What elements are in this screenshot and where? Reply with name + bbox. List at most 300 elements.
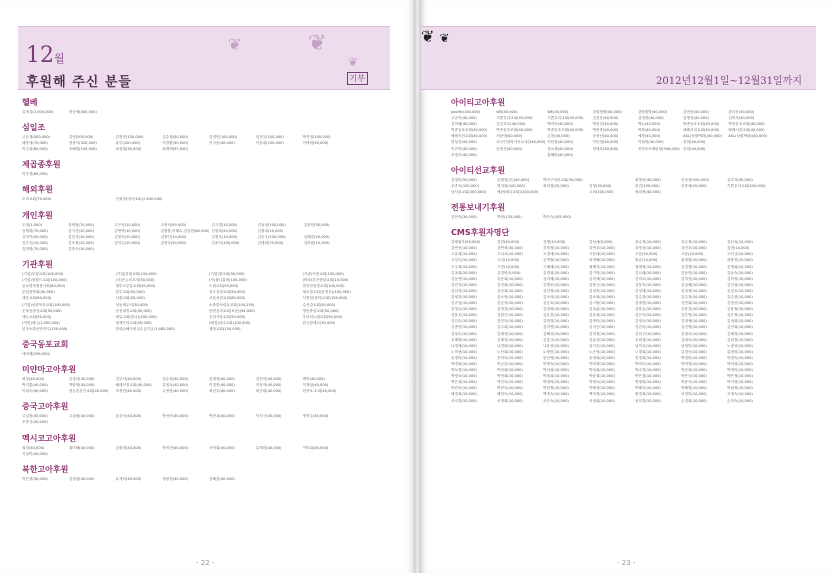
donor-entry: 정태호(40,000) [592, 146, 619, 151]
section-title: 심일조 [22, 123, 46, 133]
donor-entry [728, 152, 771, 158]
donor-entry: 김수철(40,000) [162, 377, 189, 382]
donor-entry: 고문(10,000) [681, 252, 704, 257]
donor-entry [209, 419, 254, 425]
donor-entry: 김창민(50,000) [303, 222, 330, 227]
month-label: 12월 [26, 43, 65, 68]
donor-entry: 박현종(40,000) [592, 128, 619, 133]
donor-entry: 본월업(부)(40,000) [497, 177, 530, 182]
butterfly-icon: ❦ [439, 31, 450, 45]
section-title: 아이티선교후원 [451, 165, 506, 175]
donor-entry: 최영선(40,000) [635, 177, 661, 182]
donor-entry: 박선진(40,000) [592, 122, 619, 127]
donor-entry [162, 451, 207, 457]
donor-entry: 우리의노래교회(50,000) [302, 314, 343, 319]
donor-entry: ASL(성원백화)(40,000) [683, 134, 722, 139]
donor-entry: 김종민(10,000) [451, 325, 477, 330]
donor-entry: 김옥분(10,000) [589, 307, 615, 312]
donor-entry: 김재경(10,000) [543, 319, 569, 324]
donor-entry: 조정우(40,000) [451, 152, 477, 157]
donor-entry: 이희숙(40,000) [22, 389, 48, 394]
donor-entry: 애버렌(256,000) [22, 351, 51, 356]
donor-entry [303, 419, 348, 425]
donor-entry: 손현(40,000) [547, 134, 570, 139]
donor-grid [22, 109, 394, 115]
donor-entry: 김동숙(10,000) [727, 270, 753, 275]
donor-entry: 노은영(10,000) [589, 349, 615, 354]
donor-entry: 이재혁(40,000) [637, 140, 664, 145]
donor-entry: 김성민(10,000) [589, 288, 615, 293]
donor-entry: 박종숙(10,000) [681, 380, 707, 385]
donor-entry: 기쁜우리교회(40,000) [547, 116, 584, 121]
donor-entry: 문부교회(50,000) [115, 290, 145, 295]
donor-entry: 박상희(10,000) [497, 368, 523, 373]
donor-entry: 강수정(10,000) [635, 240, 661, 245]
donor-entry: 서현한(장학)교회(100,000) [302, 296, 348, 301]
section-title: 북한고아후원 [22, 464, 69, 474]
donor-entry: 박정(40,000) [637, 128, 661, 133]
donor-entry: 김선영(10,000) [543, 288, 569, 293]
donor-entry: 정공세(400,000) [68, 110, 97, 114]
donor-entry: 서경미(10,000) [681, 392, 707, 397]
donor-entry: 박화영(40,000) [68, 383, 95, 388]
donor-entry [69, 451, 114, 457]
donor-entry: 홍해란(40,000) [547, 152, 574, 157]
donor-grid [22, 376, 394, 394]
donor-entry: 고순이(40,000) [451, 116, 477, 121]
donor-entry: 김영신(10,000) [727, 301, 753, 306]
donor-entry: 성미경(10,000) [635, 398, 661, 403]
donor-entry: 나윤선(10,000) [543, 343, 569, 348]
donor-entry: 송현선(40,000) [592, 134, 619, 139]
donor-entry: 박은희(10,000) [451, 380, 477, 385]
butterfly-icon: ❦ [421, 27, 435, 46]
donor-entry: 김기명(10,000) [589, 270, 615, 275]
donor-entry: 박영희(10,000) [497, 374, 523, 379]
donor-entry: 임현진(40,000) [496, 146, 523, 151]
donor-entry: (비타)부산중앙교회(10,000) [302, 278, 349, 283]
donor-entry: 문정희(10,000) [589, 355, 615, 360]
donor-entry [593, 152, 636, 158]
donor-entry: 문일장학회(30,000) [22, 290, 55, 295]
donor-entry: 강수정(10,000) [681, 240, 707, 245]
donor-entry: 박선아(40,000) [162, 414, 189, 419]
donor-entry: 박은정(10,000) [727, 374, 753, 379]
donor-entry: 류정미(10,000) [727, 349, 753, 354]
donor-entry: 김정인(10,000) [160, 234, 187, 239]
donor-entry: 김영미(50,000) [451, 177, 477, 182]
donor-entry: 김성호(10,000) [727, 288, 753, 293]
donor-entry: 고나교(10,000) [497, 252, 523, 257]
donor-entry: 박영숙(10,000) [451, 374, 477, 379]
donor-entry: 문선영(10,000) [543, 355, 569, 360]
donor-entry: 박정미(10,000) [543, 380, 569, 385]
donor-entry: 연지희(100,000) [497, 183, 526, 188]
page-header-right [421, 26, 816, 90]
donor-entry: 김해선(10,000) [543, 331, 569, 336]
donor-entry [303, 146, 348, 152]
section-title: 제곱종후원 [22, 160, 61, 170]
donor-entry: 박금순(10,000) [497, 362, 523, 366]
donor-entry: 한종세(20,000) [681, 183, 707, 188]
donor-entry: 박미정(10,000) [681, 362, 707, 366]
donor-entry: 박지영(10,000) [727, 380, 753, 385]
donor-entry: 강정상(10,000) [635, 246, 661, 251]
donor-entry: 구진(10,000) [497, 264, 520, 269]
donor-entry: 대부도부흥교회(50,000) [115, 284, 156, 289]
donor-entry: 김인수(10,000) [114, 240, 141, 245]
donor-grid [22, 134, 394, 152]
donor-entry: 기쁜우리교회(40,000) [496, 116, 533, 121]
section-title: 기관후원 [22, 260, 53, 270]
donor-entry: 전희(40,000) [683, 140, 706, 145]
donor-entry: 백미정(10,000) [589, 392, 615, 397]
donor-entry: 김진숙(10,000) [635, 325, 661, 330]
donor-entry: 변경희(10,000) [635, 392, 661, 397]
donor-entry: 한종호,소희(40,000) [302, 389, 337, 394]
donor-entry: 김선희(10,000) [497, 288, 523, 293]
donor-entry: 김부서(40,000) [115, 377, 142, 382]
donor-entry: 박종동호조원(40,000) [496, 128, 533, 133]
donor-entry: 박옥희(10,000) [543, 374, 569, 379]
donor-entry: 박종동호조원(40,000) [547, 128, 584, 133]
donor-entry [209, 451, 254, 457]
donor-entry: 김재영(40,000) [209, 377, 235, 382]
donor-entry: 정희정(40,000) [635, 189, 661, 194]
donor-entry: 노광선(10,000) [727, 343, 753, 348]
donor-entry: 김윤석(100,000) [211, 240, 240, 245]
donor-entry: 김원미(40,000) [115, 445, 142, 450]
donor-entry: 김지은(10,000) [589, 325, 615, 330]
donor-entry: 외국인대학기독교사(240,000) [496, 140, 546, 145]
donor-entry: 김희경(10,000) [635, 337, 661, 342]
donor-entry: 박수(40,000) [637, 122, 661, 127]
donor-entry: 김태선(10,000) [497, 331, 523, 336]
donor-grid [451, 177, 817, 195]
donor-entry: 김영수(10,000) [451, 307, 477, 312]
donor-entry [256, 419, 301, 425]
donor-list-left [22, 90, 394, 482]
donor-entry: 김경웅(40,000) [592, 116, 619, 121]
donor-entry: 박정숙(10,000) [589, 380, 615, 385]
donor-entry: 이경환(50,000) [162, 141, 189, 146]
donor-entry: 김연희(10,000) [681, 301, 707, 306]
section-title: 미얀마고아후원 [22, 365, 77, 375]
donor-entry [349, 419, 394, 425]
donor-entry: 박보경(10,000) [451, 368, 477, 373]
donor-entry: 나경애(10,000) [451, 343, 477, 348]
donor-entry: (기관)이현교회(100,000) [302, 272, 344, 277]
donor-entry: 서명숙(10,000) [727, 392, 753, 397]
donor-entry: 김철희(10,000) [257, 228, 284, 233]
section-title: 전통보내기후원 [451, 203, 506, 213]
donor-entry: 김대경(40,000) [637, 116, 664, 121]
donor-entry: 김주희(10,000) [497, 325, 523, 330]
donor-entry: 김수경(10,000) [635, 294, 661, 299]
donor-entry: 박인숙(10,000) [497, 380, 523, 385]
donor-entry: 박지훈(40,000) [22, 383, 48, 388]
donor-entry: 윤강숙(40,000) [115, 414, 142, 419]
donor-entry: 최선우(40,000) [209, 389, 235, 394]
donor-entry: 박미전(40,000) [162, 445, 189, 450]
donor-grid [22, 351, 394, 357]
section-title: 멕시코고아후원 [22, 433, 77, 443]
donor-entry [349, 388, 394, 394]
donor-entry [350, 246, 394, 252]
donor-entry: 곽승(10,000) [635, 258, 658, 263]
donor-entry: 한희(40,000) [683, 146, 706, 151]
donor-entry: 형제은라교회(50,000) [115, 320, 152, 325]
donor-entry [543, 189, 587, 195]
donor-entry: 고유희(10,000) [451, 252, 477, 257]
donor-entry: 이단정(40,000) [592, 140, 619, 145]
donor-entry: 김은숙(10,000) [635, 313, 661, 318]
donor-entry: pacific(140,000) [451, 110, 481, 114]
donor-entry: 고인규(10,000) [727, 252, 753, 257]
donor-entry: 남영미(10,000) [681, 343, 707, 348]
donor-entry: 곽경해(10,000) [589, 258, 615, 263]
donor-entry: 서정희(10,000) [589, 398, 615, 403]
donor-entry: 김성혁(10,000) [681, 288, 707, 293]
donor-entry: 박현옥(40,000) [209, 414, 235, 419]
donor-entry: 애일교회(한나)(200,000) [115, 314, 157, 319]
donor-entry: 이진이(40,000) [451, 146, 477, 151]
donor-entry: 강성애(5,000) [589, 240, 613, 245]
donor-entry: 이윤희(100,000) [255, 141, 284, 146]
donor-entry: 서울성결교회(60,000) [209, 296, 246, 301]
donor-entry [160, 246, 209, 252]
donor-entry [211, 246, 255, 252]
donor-entry: 김순임(10,000) [451, 301, 477, 306]
donor-entry: 성도성결교회(50,000) [209, 290, 246, 295]
donor-entry: 김민희(10,000) [497, 282, 523, 287]
donor-entry: 서문태(40,000) [496, 134, 523, 139]
donor-entry [773, 398, 817, 404]
donor-entry [256, 146, 301, 152]
donor-entry: 박미희(10,000) [727, 362, 753, 366]
donor-entry: 김종숙(10,000) [68, 246, 94, 251]
donor-entry: 김정희(10,000) [727, 319, 753, 324]
donor-entry: 남서울교회(200,000) [451, 189, 487, 194]
donor-entry: 수석강교회(50,000) [302, 302, 336, 307]
donor-entry: 노미현(10,000) [451, 349, 477, 354]
donor-entry: 김명선(40,000) [683, 116, 709, 121]
donor-entry: 김미오(10,000) [635, 276, 661, 281]
donor-entry: 박진영(100,000) [302, 135, 331, 140]
donor-entry: 박현정(10,000) [543, 386, 569, 391]
donor-entry: 남미숙(10,000) [635, 343, 661, 348]
donor-entry: 김용수(10,000) [635, 307, 661, 312]
donor-entry: 새소망교회(한영부)(100,000) [302, 290, 351, 295]
donor-entry: 한국소화공단이지(150,000) [22, 326, 68, 331]
donor-grid [22, 476, 394, 482]
donor-entry: 이태혁(50,000) [302, 141, 329, 146]
donor-entry: 한국장애교(30,000) [302, 320, 336, 325]
donor-entry: 김성태(10,000) [635, 288, 661, 293]
donor-entry: 김경녀(40,000) [68, 377, 95, 382]
donor-entry: 김봉호(10,000) [635, 282, 661, 287]
section-title: 헬베 [22, 98, 38, 107]
donor-entry: 새문교회(80,000) [22, 296, 52, 301]
donor-entry: 이경민(40,000) [209, 383, 235, 388]
donor-entry: 김민지(10,000) [451, 282, 477, 287]
donor-entry: 김세진(10,000) [451, 294, 477, 299]
donor-entry: (기업)정원드교회(100,000) [22, 278, 67, 283]
donor-entry: 조해원(150,000) [68, 147, 97, 152]
donor-entry: 김소영(10,000) [497, 294, 523, 299]
donor-entry: 김정미(10,000) [589, 319, 615, 324]
donor-entry: 김영(200,000) [68, 135, 94, 140]
donor-entry: 정요셉(40,000) [547, 146, 574, 151]
donor-entry: 손경희(10,000) [681, 398, 707, 403]
donor-entry: 서미경(10,000) [451, 398, 477, 403]
donor-entry: 김경생(10,000) [681, 264, 707, 269]
donor-entry: 김혜진(10,000) [497, 337, 523, 342]
donor-entry: 강원철방(40,000) [592, 110, 622, 114]
donor-entry: 김상배(10,000) [681, 282, 707, 287]
donor-entry: 박아구내선교회(50,000) [543, 177, 583, 182]
donor-entry: 김현석(40,000) [255, 377, 282, 382]
donor-entry: 진영포브레임양(546,000) [637, 146, 680, 151]
donor-entry: 도경희(10,000) [635, 349, 661, 354]
donor-entry: 서영희(40,000) [209, 445, 235, 450]
donor-entry [774, 152, 817, 158]
donor-entry [349, 451, 394, 457]
donor-entry: 이서구(40,000) [255, 414, 282, 419]
donor-entry: 박진숙(10,000) [451, 386, 477, 391]
donor-entry: 강연우(10,000) [589, 246, 615, 251]
donor-entry: 김영희(10,000) [543, 307, 569, 312]
donor-entry: 김형숙(10,000) [681, 331, 707, 336]
donor-entry: 강정정(10,000) [543, 246, 569, 251]
donor-entry: 박은경(10,000) [635, 374, 661, 379]
donor-entry: 김영진(10,000) [497, 307, 523, 312]
donor-entry: 김태희(70,000) [257, 240, 284, 245]
page-header [18, 26, 390, 90]
donor-entry: 박혜영(10,000) [681, 386, 707, 391]
donor-entry: 박미아(40,000) [547, 122, 574, 127]
donor-entry: 도영(1,000) [22, 222, 43, 227]
donor-entry: 순천대정교회(50,000) [115, 308, 152, 313]
donor-entry: 박현숙(10,000) [497, 386, 523, 391]
donor-entry: 고일득(10,000) [451, 258, 477, 263]
butterfly-icon: ❦ [228, 35, 242, 54]
donor-entry: 김정선(10,000) [114, 234, 141, 239]
donor-entry: 김인수(10,000) [451, 319, 477, 324]
donor-entry [683, 152, 726, 158]
donor-entry: 김순자(10,000) [497, 301, 523, 306]
donor-entry: 김미혜(40,000) [451, 122, 477, 127]
donor-entry: 이식문(40,000) [209, 141, 235, 146]
donor-entry: 조경민(40,000) [115, 389, 142, 394]
donor-entry: 고문(10,000) [635, 252, 658, 257]
donor-entry: 강신옥(10,000) [727, 240, 753, 245]
donor-entry: 이주희(80,000) [22, 147, 48, 152]
donor-entry: 박혜숙(10,000) [635, 386, 661, 391]
donor-entry: (사)은누리모자(50,000) [115, 278, 155, 283]
donor-entry: 김순주(100,000) [257, 234, 286, 239]
donor-entry: 강명(10,000) [543, 240, 566, 245]
donor-entry: 류경숙(10,000) [681, 349, 707, 354]
page-number-right: - 23 - [617, 559, 636, 567]
butterfly-icon: ❦ [348, 55, 359, 69]
donor-entry [638, 152, 681, 158]
donor-entry: 김수현(10,000) [727, 294, 753, 299]
donor-entry: 강현송(40,000) [683, 110, 709, 114]
donor-entry: 김용진(10,000) [681, 307, 707, 312]
donor-entry: 강현(14,000) [727, 246, 750, 251]
donor-entry: 정돈흔징진교회(40,000) [68, 389, 109, 394]
donor-entry: 구혜혜(10,000) [543, 264, 569, 269]
donor-entry: 강혜철부(50,000) [451, 240, 481, 245]
donor-entry: 도림교회(50,000) [209, 284, 239, 289]
donor-entry: 박정희(10,000) [635, 380, 661, 385]
section-title: CMS후원자명단 [451, 228, 510, 238]
donor-entry: 임현주(100,000) [255, 135, 284, 140]
donor-entry: 도하교회(70,000) [22, 197, 52, 202]
donor-entry: 김소희(10,000) [589, 294, 615, 299]
donor-entry: 공역철(10,000) [543, 258, 569, 263]
donor-entry: 김원근(10,000) [497, 313, 523, 318]
donor-entry: 유정옥(2,000,000) [22, 110, 54, 114]
donor-entry: 김소라(10,000) [543, 294, 569, 299]
donor-entry: 박경미(10,000) [681, 355, 707, 360]
donor-entry: 김동연(10,000) [451, 276, 477, 281]
donor-entry: (사)횔니홍련(100,000) [209, 278, 247, 283]
donor-entry: 최성철(30,000) [115, 147, 142, 152]
section-title: 아이티고아후원 [451, 98, 506, 107]
donor-grid [451, 214, 817, 220]
donor-entry: 김현주(10,000) [635, 331, 661, 336]
donor-entry: 김해홍(40,000) [209, 476, 235, 481]
donor-entry: 김정숙(10,000) [635, 319, 661, 324]
donor-entry: 백경숙(10,000) [543, 392, 569, 397]
donor-entry: 김상열(10,000) [727, 282, 753, 287]
donor-entry: 권미혜(40,000) [68, 445, 95, 450]
donor-entry: 배종대(70,000) [22, 141, 48, 146]
donor-entry: 김은숙(10,000) [22, 240, 48, 245]
section-title: 개인후원 [22, 210, 53, 220]
donor-entry: 김명박(10,000) [114, 228, 141, 233]
donor-entry: 고경애(10,000) [543, 252, 569, 257]
donor-entry: 박윤희(10,000) [589, 374, 615, 379]
donor-entry [256, 451, 301, 457]
donor-entry: 행복교회(150,000) [209, 326, 241, 331]
donor-entry: 박영미(10,000) [727, 368, 753, 373]
donor-entry: 김나래(10,000) [635, 270, 661, 275]
donor-entry: 김영춘,이혜수,김상현(80,000) [160, 228, 210, 233]
donor-grid [22, 222, 394, 252]
donor-entry [69, 419, 114, 425]
donor-entry: 최신희(40,000) [255, 389, 282, 394]
donor-entry: 박순희(10,000) [681, 368, 707, 373]
donor-entry: 김진식(10,000) [68, 234, 94, 239]
donor-entry: 주정용(40,000) [162, 389, 189, 394]
donor-entry: 남기순(10,000) [589, 343, 615, 348]
donor-entry: 배레서천교회(40,000) [451, 134, 488, 139]
donor-entry: 곽정원(10,000) [681, 258, 707, 263]
donor-entry: 김시원(10,000) [589, 301, 615, 306]
donor-entry: 이상미(40,000) [22, 451, 48, 456]
donor-entry: 박미경(10,000) [589, 362, 615, 366]
donor-entry: 곽상(40,000) [22, 377, 45, 382]
donor-entry: 김현종(100,000) [115, 135, 144, 140]
donor-entry: 기쁜우리교회(200,000) [727, 183, 766, 188]
book-gutter [414, 0, 421, 573]
donor-entry: 고승재(500,000) [22, 135, 51, 140]
donor-entry: 김동희(10,000) [497, 276, 523, 281]
donor-entry: 배미숙(10,000) [497, 392, 523, 397]
